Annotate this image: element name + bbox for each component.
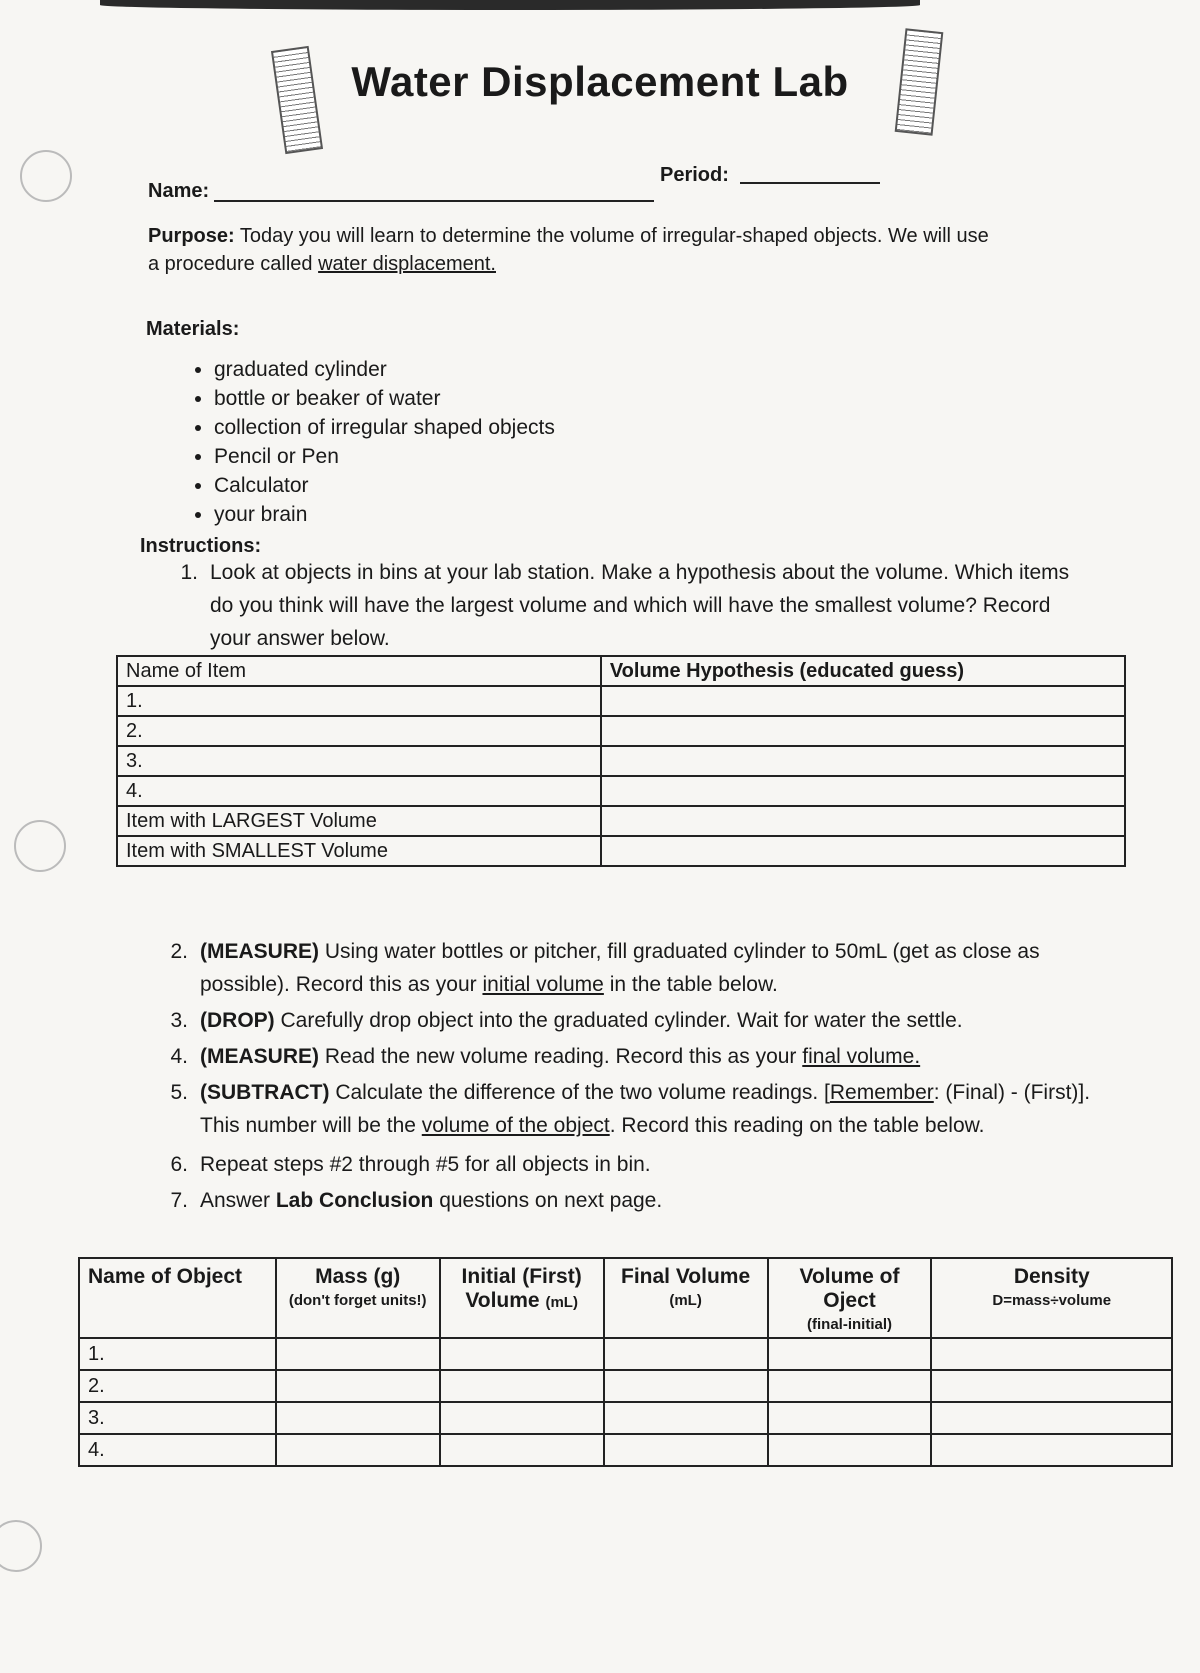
list-item: • graduated cylinder <box>214 355 555 384</box>
list-item: • your brain <box>214 500 555 529</box>
table-row <box>79 1338 1172 1370</box>
answer-cell[interactable] <box>601 806 1125 836</box>
table-cell: Item with SMALLEST Volume <box>117 836 601 866</box>
list-item: • collection of irregular shaped objects <box>214 413 555 442</box>
name-label: Name: <box>148 180 210 202</box>
table-cell: 3. <box>79 1402 276 1434</box>
table-header: Volume of Oject (final-initial) <box>768 1258 932 1338</box>
table-cell: 2. <box>117 716 601 746</box>
instruction-step-1: 1. Look at objects in bins at your lab station. Make a hypothesis about the volume. Which items do you think will have the largest volume and which will have the smallest volume? Record your answer below. <box>180 561 1070 650</box>
table-row <box>79 1434 1172 1466</box>
list-item: • Calculator <box>214 471 555 500</box>
punch-hole <box>0 1520 42 1572</box>
data-table <box>78 1257 1173 1467</box>
answer-cell[interactable] <box>601 686 1125 716</box>
purpose-paragraph <box>148 222 998 278</box>
table-cell: 2. <box>79 1370 276 1402</box>
table-row <box>117 746 1125 776</box>
period-field[interactable] <box>740 182 880 184</box>
table-cell: 4. <box>79 1434 276 1466</box>
table-row <box>79 1402 1172 1434</box>
list-item: • bottle or beaker of water <box>214 384 555 413</box>
table-row <box>79 1370 1172 1402</box>
table-row <box>117 686 1125 716</box>
table-header: Name of Object <box>79 1258 276 1338</box>
table-cell: 3. <box>117 746 601 776</box>
table-header: Final Volume (mL) <box>604 1258 768 1338</box>
table-cell: 1. <box>79 1338 276 1370</box>
hypothesis-table <box>116 655 1126 867</box>
instruction-step-4: 4. (MEASURE) Read the new volume reading. Record this as your final volume. <box>170 1045 921 1068</box>
purpose-label: Purpose: <box>148 225 235 247</box>
materials-list <box>170 355 555 529</box>
table-header: Volume Hypothesis (educated guess) <box>601 656 1125 686</box>
answer-cell[interactable] <box>601 716 1125 746</box>
punch-hole <box>14 820 66 872</box>
instruction-step-2: 2. (MEASURE) Using water bottles or pitcher, fill graduated cylinder to 50mL (get as close as possible). Record this as your initial volume in the table below. <box>170 940 1040 996</box>
table-row <box>117 716 1125 746</box>
table-row <box>117 806 1125 836</box>
page-edge-shadow <box>100 0 920 10</box>
instructions-heading: Instructions: <box>140 535 262 557</box>
table-row <box>117 836 1125 866</box>
table-header: Initial (First) Volume (mL) <box>440 1258 604 1338</box>
purpose-term: water displacement. <box>318 253 496 275</box>
table-row <box>117 776 1125 806</box>
punch-hole <box>20 150 72 202</box>
answer-cell[interactable] <box>601 776 1125 806</box>
table-cell: 1. <box>117 686 601 716</box>
table-header: Name of Item <box>117 656 601 686</box>
instruction-step-7: 7. Answer Lab Conclusion questions on next page. <box>170 1189 663 1212</box>
instruction-step-3: 3. (DROP) Carefully drop object into the graduated cylinder. Wait for water the settle. <box>170 1009 963 1032</box>
instruction-step-6: 6. Repeat steps #2 through #5 for all objects in bin. <box>170 1153 651 1176</box>
table-header: Mass (g) (don't forget units!) <box>276 1258 440 1338</box>
answer-cell[interactable] <box>601 746 1125 776</box>
instruction-step-5: 5. (SUBTRACT) Calculate the difference of the two volume readings. [Remember: (Final) - (First)]. This number will be the volume of the object. Record this reading on the table below. <box>170 1081 1091 1137</box>
list-item: • Pencil or Pen <box>214 442 555 471</box>
table-cell: 4. <box>117 776 601 806</box>
purpose-text: Today you will learn to determine the volume of irregular-shaped objects. We will use a procedure called <box>148 225 989 275</box>
page-title: Water Displacement Lab <box>351 58 849 105</box>
table-cell: Item with LARGEST Volume <box>117 806 601 836</box>
table-row <box>117 656 1125 686</box>
name-field[interactable] <box>214 200 654 202</box>
period-label: Period: <box>660 164 729 186</box>
materials-heading: Materials: <box>146 318 240 340</box>
table-row <box>79 1258 1172 1338</box>
answer-cell[interactable] <box>601 836 1125 866</box>
table-header: Density D=mass÷volume <box>931 1258 1172 1338</box>
